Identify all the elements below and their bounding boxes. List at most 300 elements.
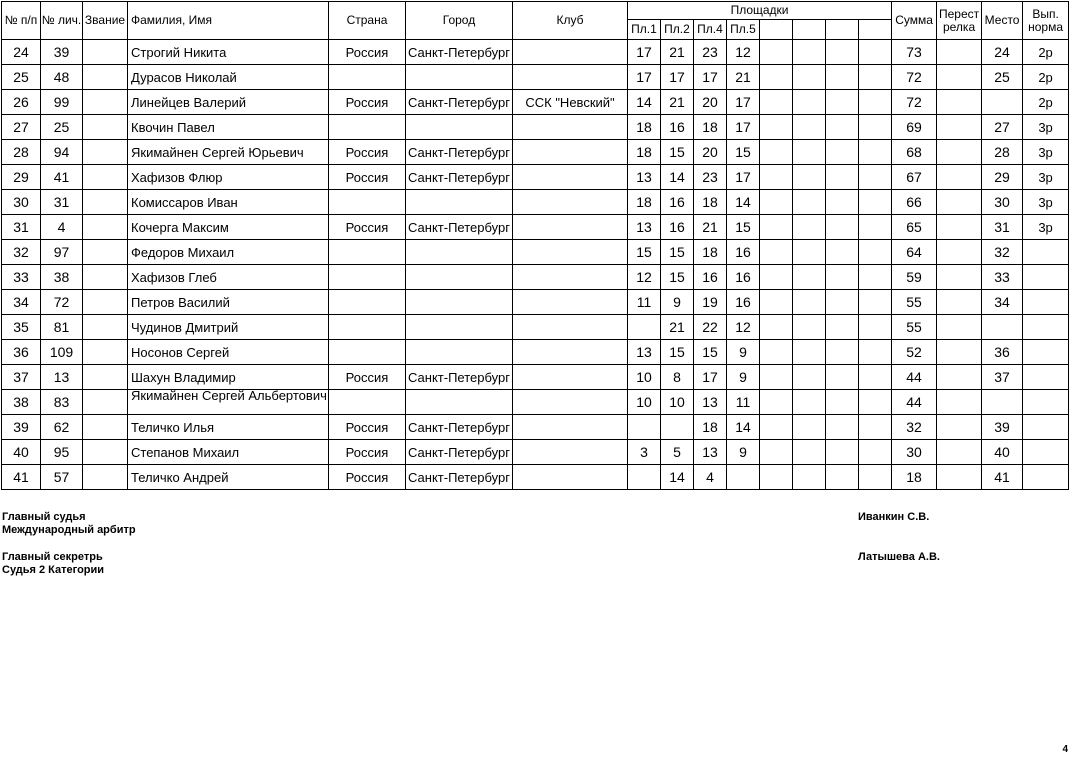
cell-norm (1023, 315, 1069, 340)
cell-empty (760, 240, 793, 265)
cell-norm: 2р (1023, 40, 1069, 65)
cell-name: Теличко Илья (128, 415, 329, 440)
table-row (2, 240, 1069, 265)
header-name: Фамилия, Имя (128, 2, 329, 40)
cell-sum: 67 (892, 165, 937, 190)
cell-country (329, 265, 406, 290)
cell-name: Чудинов Дмитрий (128, 315, 329, 340)
header-empty-1 (760, 20, 793, 40)
cell-empty (793, 215, 826, 240)
cell-zvanie (83, 40, 128, 65)
table-row (2, 465, 1069, 490)
cell-empty (859, 215, 892, 240)
chief-judge-name: Иванкин С.В. (858, 511, 930, 523)
cell-pl5: 17 (727, 90, 760, 115)
cell-norm (1023, 440, 1069, 465)
table-row (2, 265, 1069, 290)
table-row (2, 390, 1069, 415)
cell-pereperelka (937, 415, 982, 440)
cell-place (982, 315, 1023, 340)
cell-pl4: 18 (694, 115, 727, 140)
header-zvanie: Звание (83, 2, 128, 40)
cell-sum: 44 (892, 365, 937, 390)
cell-empty (793, 240, 826, 265)
cell-pl1: 10 (628, 390, 661, 415)
cell-zvanie (83, 90, 128, 115)
cell-pl1: 13 (628, 340, 661, 365)
cell-num-lich: 13 (41, 365, 83, 390)
cell-city: Санкт-Петербург (406, 40, 513, 65)
cell-norm: 3р (1023, 215, 1069, 240)
cell-name: Степанов Михаил (128, 440, 329, 465)
table-row (2, 340, 1069, 365)
cell-pl4: 17 (694, 65, 727, 90)
cell-name: Линейцев Валерий (128, 90, 329, 115)
cell-empty (859, 165, 892, 190)
header-country: Страна (329, 2, 406, 40)
cell-place (982, 390, 1023, 415)
header-place: Место (982, 2, 1023, 40)
header-club: Клуб (513, 2, 628, 40)
cell-pl1: 3 (628, 440, 661, 465)
cell-zvanie (83, 315, 128, 340)
header-city: Город (406, 2, 513, 40)
chief-judge-block (2, 511, 136, 537)
cell-country (329, 340, 406, 365)
cell-sum: 64 (892, 240, 937, 265)
cell-pl1 (628, 465, 661, 490)
cell-empty (793, 190, 826, 215)
cell-sum: 65 (892, 215, 937, 240)
cell-city: Санкт-Петербург (406, 415, 513, 440)
cell-city (406, 390, 513, 415)
cell-empty (793, 65, 826, 90)
cell-pl4: 22 (694, 315, 727, 340)
cell-sum: 55 (892, 290, 937, 315)
cell-empty (760, 440, 793, 465)
cell-num-pp: 32 (2, 240, 41, 265)
cell-norm: 3р (1023, 190, 1069, 215)
cell-sum: 68 (892, 140, 937, 165)
cell-country (329, 115, 406, 140)
cell-club (513, 390, 628, 415)
cell-empty (760, 365, 793, 390)
table-row (2, 440, 1069, 465)
cell-pl4: 13 (694, 390, 727, 415)
cell-pl1: 13 (628, 215, 661, 240)
cell-empty (859, 90, 892, 115)
cell-sum: 69 (892, 115, 937, 140)
cell-num-pp: 35 (2, 315, 41, 340)
cell-pl1: 18 (628, 140, 661, 165)
cell-pl2: 16 (661, 190, 694, 215)
cell-club (513, 240, 628, 265)
cell-empty (793, 340, 826, 365)
cell-club (513, 190, 628, 215)
cell-pl5 (727, 465, 760, 490)
cell-pl4: 15 (694, 340, 727, 365)
cell-empty (793, 165, 826, 190)
cell-empty (826, 390, 859, 415)
cell-pl5: 17 (727, 115, 760, 140)
cell-club: ССК "Невский" (513, 90, 628, 115)
table-row (2, 65, 1069, 90)
cell-name: Комиссаров Иван (128, 190, 329, 215)
cell-pl5: 9 (727, 340, 760, 365)
cell-pl1 (628, 315, 661, 340)
cell-country: Россия (329, 415, 406, 440)
header-pl1: Пл.1 (628, 20, 661, 40)
cell-pereperelka (937, 390, 982, 415)
cell-zvanie (83, 115, 128, 140)
cell-pl5: 16 (727, 265, 760, 290)
cell-num-lich: 62 (41, 415, 83, 440)
cell-norm (1023, 365, 1069, 390)
cell-club (513, 165, 628, 190)
table-row (2, 415, 1069, 440)
cell-sum: 72 (892, 65, 937, 90)
cell-club (513, 340, 628, 365)
cell-zvanie (83, 190, 128, 215)
cell-pl4: 18 (694, 415, 727, 440)
cell-name: Квочин Павел (128, 115, 329, 140)
cell-pl4: 18 (694, 190, 727, 215)
cell-empty (760, 340, 793, 365)
cell-name: Строгий Никита (128, 40, 329, 65)
cell-norm (1023, 415, 1069, 440)
cell-pereperelka (937, 240, 982, 265)
cell-num-pp: 34 (2, 290, 41, 315)
cell-pl4: 20 (694, 90, 727, 115)
cell-pl2: 15 (661, 340, 694, 365)
cell-club (513, 115, 628, 140)
cell-name: Якимайнен Сергей Альбертович (128, 390, 329, 415)
header-areas: Площадки (628, 2, 892, 20)
cell-city (406, 265, 513, 290)
cell-place: 33 (982, 265, 1023, 290)
cell-empty (793, 265, 826, 290)
cell-club (513, 65, 628, 90)
cell-pl1: 11 (628, 290, 661, 315)
cell-pl5: 12 (727, 315, 760, 340)
cell-country (329, 390, 406, 415)
cell-name: Шахун Владимир (128, 365, 329, 390)
cell-num-lich: 99 (41, 90, 83, 115)
cell-empty (793, 440, 826, 465)
cell-sum: 30 (892, 440, 937, 465)
cell-pereperelka (937, 115, 982, 140)
cell-num-lich: 41 (41, 165, 83, 190)
cell-pl1: 18 (628, 190, 661, 215)
chief-judge-title: Главный судья (2, 511, 86, 523)
cell-empty (793, 40, 826, 65)
chief-judge-rank: Международный арбитр (2, 524, 136, 536)
cell-num-pp: 25 (2, 65, 41, 90)
cell-pl1: 10 (628, 365, 661, 390)
cell-pereperelka (937, 440, 982, 465)
cell-zvanie (83, 390, 128, 415)
cell-empty (859, 390, 892, 415)
cell-country: Россия (329, 90, 406, 115)
cell-city (406, 190, 513, 215)
cell-name: Носонов Сергей (128, 340, 329, 365)
cell-country: Россия (329, 365, 406, 390)
cell-pl1: 14 (628, 90, 661, 115)
cell-empty (826, 40, 859, 65)
cell-num-lich: 83 (41, 390, 83, 415)
cell-empty (760, 390, 793, 415)
cell-club (513, 40, 628, 65)
cell-zvanie (83, 265, 128, 290)
header-pl5: Пл.5 (727, 20, 760, 40)
cell-zvanie (83, 165, 128, 190)
cell-pl2: 17 (661, 65, 694, 90)
cell-name: Федоров Михаил (128, 240, 329, 265)
cell-pereperelka (937, 215, 982, 240)
header-pereperelka: Перест релка (937, 2, 982, 40)
cell-empty (859, 415, 892, 440)
cell-pl5: 16 (727, 290, 760, 315)
chief-secretary-rank: Судья 2 Категории (2, 564, 105, 576)
cell-empty (826, 365, 859, 390)
cell-num-pp: 29 (2, 165, 41, 190)
cell-country: Россия (329, 140, 406, 165)
header-num-pp: № п/п (2, 2, 41, 40)
cell-empty (760, 190, 793, 215)
chief-secretary-name: Латышева А.В. (858, 551, 940, 563)
cell-country: Россия (329, 165, 406, 190)
cell-club (513, 265, 628, 290)
cell-norm: 2р (1023, 65, 1069, 90)
cell-empty (826, 165, 859, 190)
cell-pereperelka (937, 365, 982, 390)
cell-pl2: 21 (661, 90, 694, 115)
cell-pl1 (628, 415, 661, 440)
cell-club (513, 465, 628, 490)
cell-pl2: 10 (661, 390, 694, 415)
cell-pl1: 12 (628, 265, 661, 290)
cell-pl4: 17 (694, 365, 727, 390)
cell-pl4: 23 (694, 165, 727, 190)
header-pl2: Пл.2 (661, 20, 694, 40)
cell-sum: 59 (892, 265, 937, 290)
cell-zvanie (83, 65, 128, 90)
cell-place (982, 90, 1023, 115)
cell-place: 37 (982, 365, 1023, 390)
cell-city: Санкт-Петербург (406, 440, 513, 465)
cell-empty (859, 40, 892, 65)
cell-empty (793, 465, 826, 490)
cell-empty (859, 315, 892, 340)
cell-empty (760, 215, 793, 240)
cell-num-lich: 38 (41, 265, 83, 290)
cell-empty (760, 165, 793, 190)
cell-empty (793, 365, 826, 390)
cell-name: Хафизов Глеб (128, 265, 329, 290)
cell-pl5: 17 (727, 165, 760, 190)
cell-empty (826, 465, 859, 490)
table-row (2, 315, 1069, 340)
cell-norm: 3р (1023, 115, 1069, 140)
cell-pereperelka (937, 65, 982, 90)
cell-club (513, 315, 628, 340)
cell-name: Кочерга Максим (128, 215, 329, 240)
cell-club (513, 440, 628, 465)
cell-name: Хафизов Флюр (128, 165, 329, 190)
cell-pl1: 13 (628, 165, 661, 190)
cell-pereperelka (937, 190, 982, 215)
cell-pl4: 20 (694, 140, 727, 165)
cell-zvanie (83, 465, 128, 490)
header-num-lich: № лич. (41, 2, 83, 40)
table-row (2, 40, 1069, 65)
cell-city: Санкт-Петербург (406, 215, 513, 240)
cell-pl4: 23 (694, 40, 727, 65)
cell-num-lich: 109 (41, 340, 83, 365)
cell-empty (826, 65, 859, 90)
cell-pereperelka (937, 165, 982, 190)
cell-empty (760, 40, 793, 65)
header-norm: Вып. норма (1023, 2, 1069, 40)
cell-empty (826, 215, 859, 240)
cell-place: 25 (982, 65, 1023, 90)
cell-city: Санкт-Петербург (406, 140, 513, 165)
cell-empty (793, 315, 826, 340)
cell-pl5: 15 (727, 215, 760, 240)
chief-secretary-block (2, 551, 104, 577)
cell-empty (793, 90, 826, 115)
cell-sum: 44 (892, 390, 937, 415)
cell-pl2: 15 (661, 140, 694, 165)
cell-club (513, 140, 628, 165)
cell-empty (760, 65, 793, 90)
cell-club (513, 290, 628, 315)
cell-pl4: 16 (694, 265, 727, 290)
cell-pl5: 16 (727, 240, 760, 265)
cell-place: 39 (982, 415, 1023, 440)
cell-num-pp: 36 (2, 340, 41, 365)
cell-name: Дурасов Николай (128, 65, 329, 90)
cell-country (329, 315, 406, 340)
header-empty-2 (793, 20, 826, 40)
cell-empty (760, 265, 793, 290)
cell-empty (826, 265, 859, 290)
cell-zvanie (83, 140, 128, 165)
cell-num-lich: 97 (41, 240, 83, 265)
cell-city: Санкт-Петербург (406, 90, 513, 115)
cell-empty (859, 190, 892, 215)
cell-zvanie (83, 215, 128, 240)
cell-zvanie (83, 440, 128, 465)
cell-num-pp: 24 (2, 40, 41, 65)
table-row (2, 190, 1069, 215)
cell-norm: 3р (1023, 140, 1069, 165)
cell-empty (826, 115, 859, 140)
cell-sum: 52 (892, 340, 937, 365)
cell-place: 28 (982, 140, 1023, 165)
cell-sum: 18 (892, 465, 937, 490)
cell-empty (760, 415, 793, 440)
cell-club (513, 215, 628, 240)
cell-pl4: 18 (694, 240, 727, 265)
cell-country: Россия (329, 40, 406, 65)
cell-num-pp: 41 (2, 465, 41, 490)
cell-empty (859, 290, 892, 315)
cell-pl5: 15 (727, 140, 760, 165)
cell-place: 24 (982, 40, 1023, 65)
table-row (2, 140, 1069, 165)
cell-num-pp: 27 (2, 115, 41, 140)
cell-empty (793, 415, 826, 440)
cell-empty (760, 290, 793, 315)
cell-norm: 3р (1023, 165, 1069, 190)
cell-country: Россия (329, 215, 406, 240)
cell-pl5: 12 (727, 40, 760, 65)
cell-pl1: 18 (628, 115, 661, 140)
cell-zvanie (83, 240, 128, 265)
cell-city: Санкт-Петербург (406, 165, 513, 190)
cell-city: Санкт-Петербург (406, 365, 513, 390)
cell-country (329, 190, 406, 215)
cell-empty (826, 290, 859, 315)
cell-country (329, 65, 406, 90)
cell-empty (760, 115, 793, 140)
cell-pereperelka (937, 465, 982, 490)
cell-empty (859, 240, 892, 265)
chief-secretary-title: Главный секретрь (2, 551, 103, 563)
cell-pl2: 5 (661, 440, 694, 465)
cell-city: Санкт-Петербург (406, 465, 513, 490)
cell-empty (859, 340, 892, 365)
cell-pl2: 15 (661, 265, 694, 290)
cell-empty (793, 115, 826, 140)
cell-num-lich: 81 (41, 315, 83, 340)
cell-pl2: 9 (661, 290, 694, 315)
cell-zvanie (83, 340, 128, 365)
cell-norm (1023, 465, 1069, 490)
cell-sum: 73 (892, 40, 937, 65)
cell-empty (793, 390, 826, 415)
cell-name: Якимайнен Сергей Юрьевич (128, 140, 329, 165)
cell-pl5: 11 (727, 390, 760, 415)
cell-place: 36 (982, 340, 1023, 365)
cell-norm (1023, 340, 1069, 365)
cell-pl5: 9 (727, 440, 760, 465)
cell-place: 32 (982, 240, 1023, 265)
cell-empty (859, 265, 892, 290)
cell-num-lich: 72 (41, 290, 83, 315)
cell-place: 30 (982, 190, 1023, 215)
cell-city (406, 290, 513, 315)
cell-num-lich: 57 (41, 465, 83, 490)
table-row (2, 290, 1069, 315)
cell-num-pp: 33 (2, 265, 41, 290)
cell-pl1: 17 (628, 65, 661, 90)
table-row (2, 90, 1069, 115)
results-body (2, 40, 1069, 490)
cell-pl2: 16 (661, 215, 694, 240)
cell-empty (859, 115, 892, 140)
cell-city (406, 340, 513, 365)
cell-num-lich: 39 (41, 40, 83, 65)
cell-num-lich: 94 (41, 140, 83, 165)
cell-city (406, 240, 513, 265)
cell-num-lich: 48 (41, 65, 83, 90)
cell-city (406, 315, 513, 340)
cell-num-pp: 37 (2, 365, 41, 390)
cell-pl2 (661, 415, 694, 440)
cell-empty (760, 90, 793, 115)
